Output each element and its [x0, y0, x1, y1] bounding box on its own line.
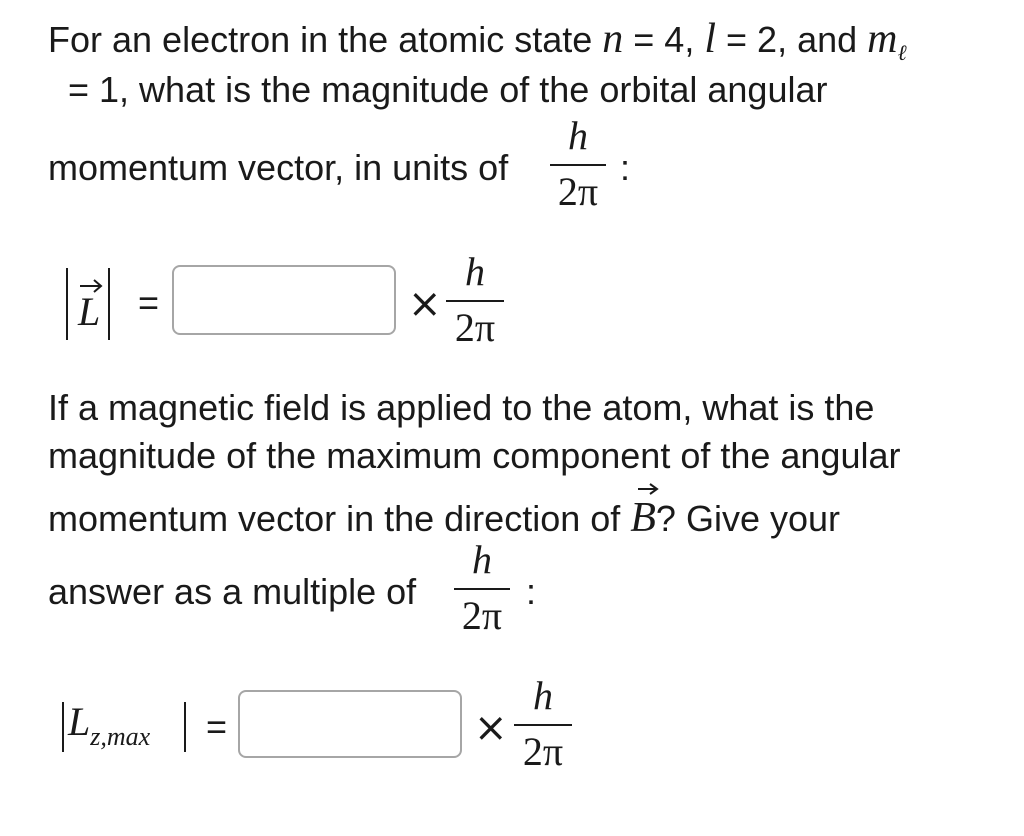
q2-line1: If a magnetic field is applied to the atom, what is the	[48, 387, 875, 428]
fraction-bar	[550, 164, 606, 166]
L-magnitude-input[interactable]	[172, 265, 396, 335]
abs-bar-right	[108, 268, 110, 340]
fraction-denominator: 2π	[461, 593, 503, 638]
q2-line3-text: momentum vector in the direction of	[48, 498, 631, 539]
fraction-denominator: 2π	[454, 305, 496, 350]
n-value-text: = 4,	[623, 19, 705, 60]
L-letter: L	[68, 699, 91, 744]
fraction-denominator: 2π	[557, 169, 599, 214]
fraction-bar	[514, 724, 572, 726]
q1-answer-unit-fraction	[446, 249, 504, 350]
q2-line4: answer as a multiple of	[48, 571, 417, 612]
l-value-text: = 2, and	[716, 19, 868, 60]
n-symbol: n	[602, 16, 624, 62]
times-sign: ×	[408, 281, 442, 327]
fraction-bar	[454, 588, 510, 590]
q2-line3	[48, 497, 840, 539]
vector-arrow-icon	[636, 481, 662, 497]
abs-bar-right	[184, 702, 186, 752]
q1-line3: momentum vector, in units of	[48, 147, 509, 188]
L-letter: L	[78, 289, 101, 334]
q2-answer-unit-fraction	[514, 673, 572, 774]
Lzmax-symbol	[68, 699, 151, 751]
fraction-numerator: h	[472, 537, 492, 582]
times-sign: ×	[474, 705, 508, 751]
equals-sign: =	[138, 282, 160, 323]
l-symbol: l	[704, 16, 717, 62]
m-symbol: m	[867, 16, 898, 62]
abs-bar-left	[62, 702, 64, 752]
fraction-numerator: h	[533, 673, 553, 718]
q2-line3-tail: ? Give your	[655, 498, 840, 539]
fraction-denominator: 2π	[522, 729, 564, 774]
Lzmax-input[interactable]	[238, 690, 462, 758]
q1-text: For an electron in the atomic state	[48, 19, 603, 60]
equals-sign: =	[206, 706, 228, 747]
Lzmax-subscript: z,max	[90, 722, 151, 751]
m-subscript: ℓ	[897, 40, 907, 66]
q1-unit-fraction	[550, 113, 606, 214]
q1-colon: :	[620, 147, 631, 188]
q2-unit-fraction	[454, 537, 510, 638]
q2-colon: :	[526, 571, 537, 612]
q1-line1	[48, 18, 907, 64]
B-vector-symbol	[630, 497, 656, 539]
fraction-numerator: h	[568, 113, 588, 158]
B-letter: B	[630, 495, 656, 541]
fraction-bar	[446, 300, 504, 302]
L-vector-symbol	[76, 276, 106, 332]
abs-bar-left	[66, 268, 68, 340]
q1-line2: = 1, what is the magnitude of the orbital angular	[68, 69, 828, 110]
q2-line2: magnitude of the maximum component of the angular	[48, 435, 901, 476]
fraction-numerator: h	[465, 249, 485, 294]
